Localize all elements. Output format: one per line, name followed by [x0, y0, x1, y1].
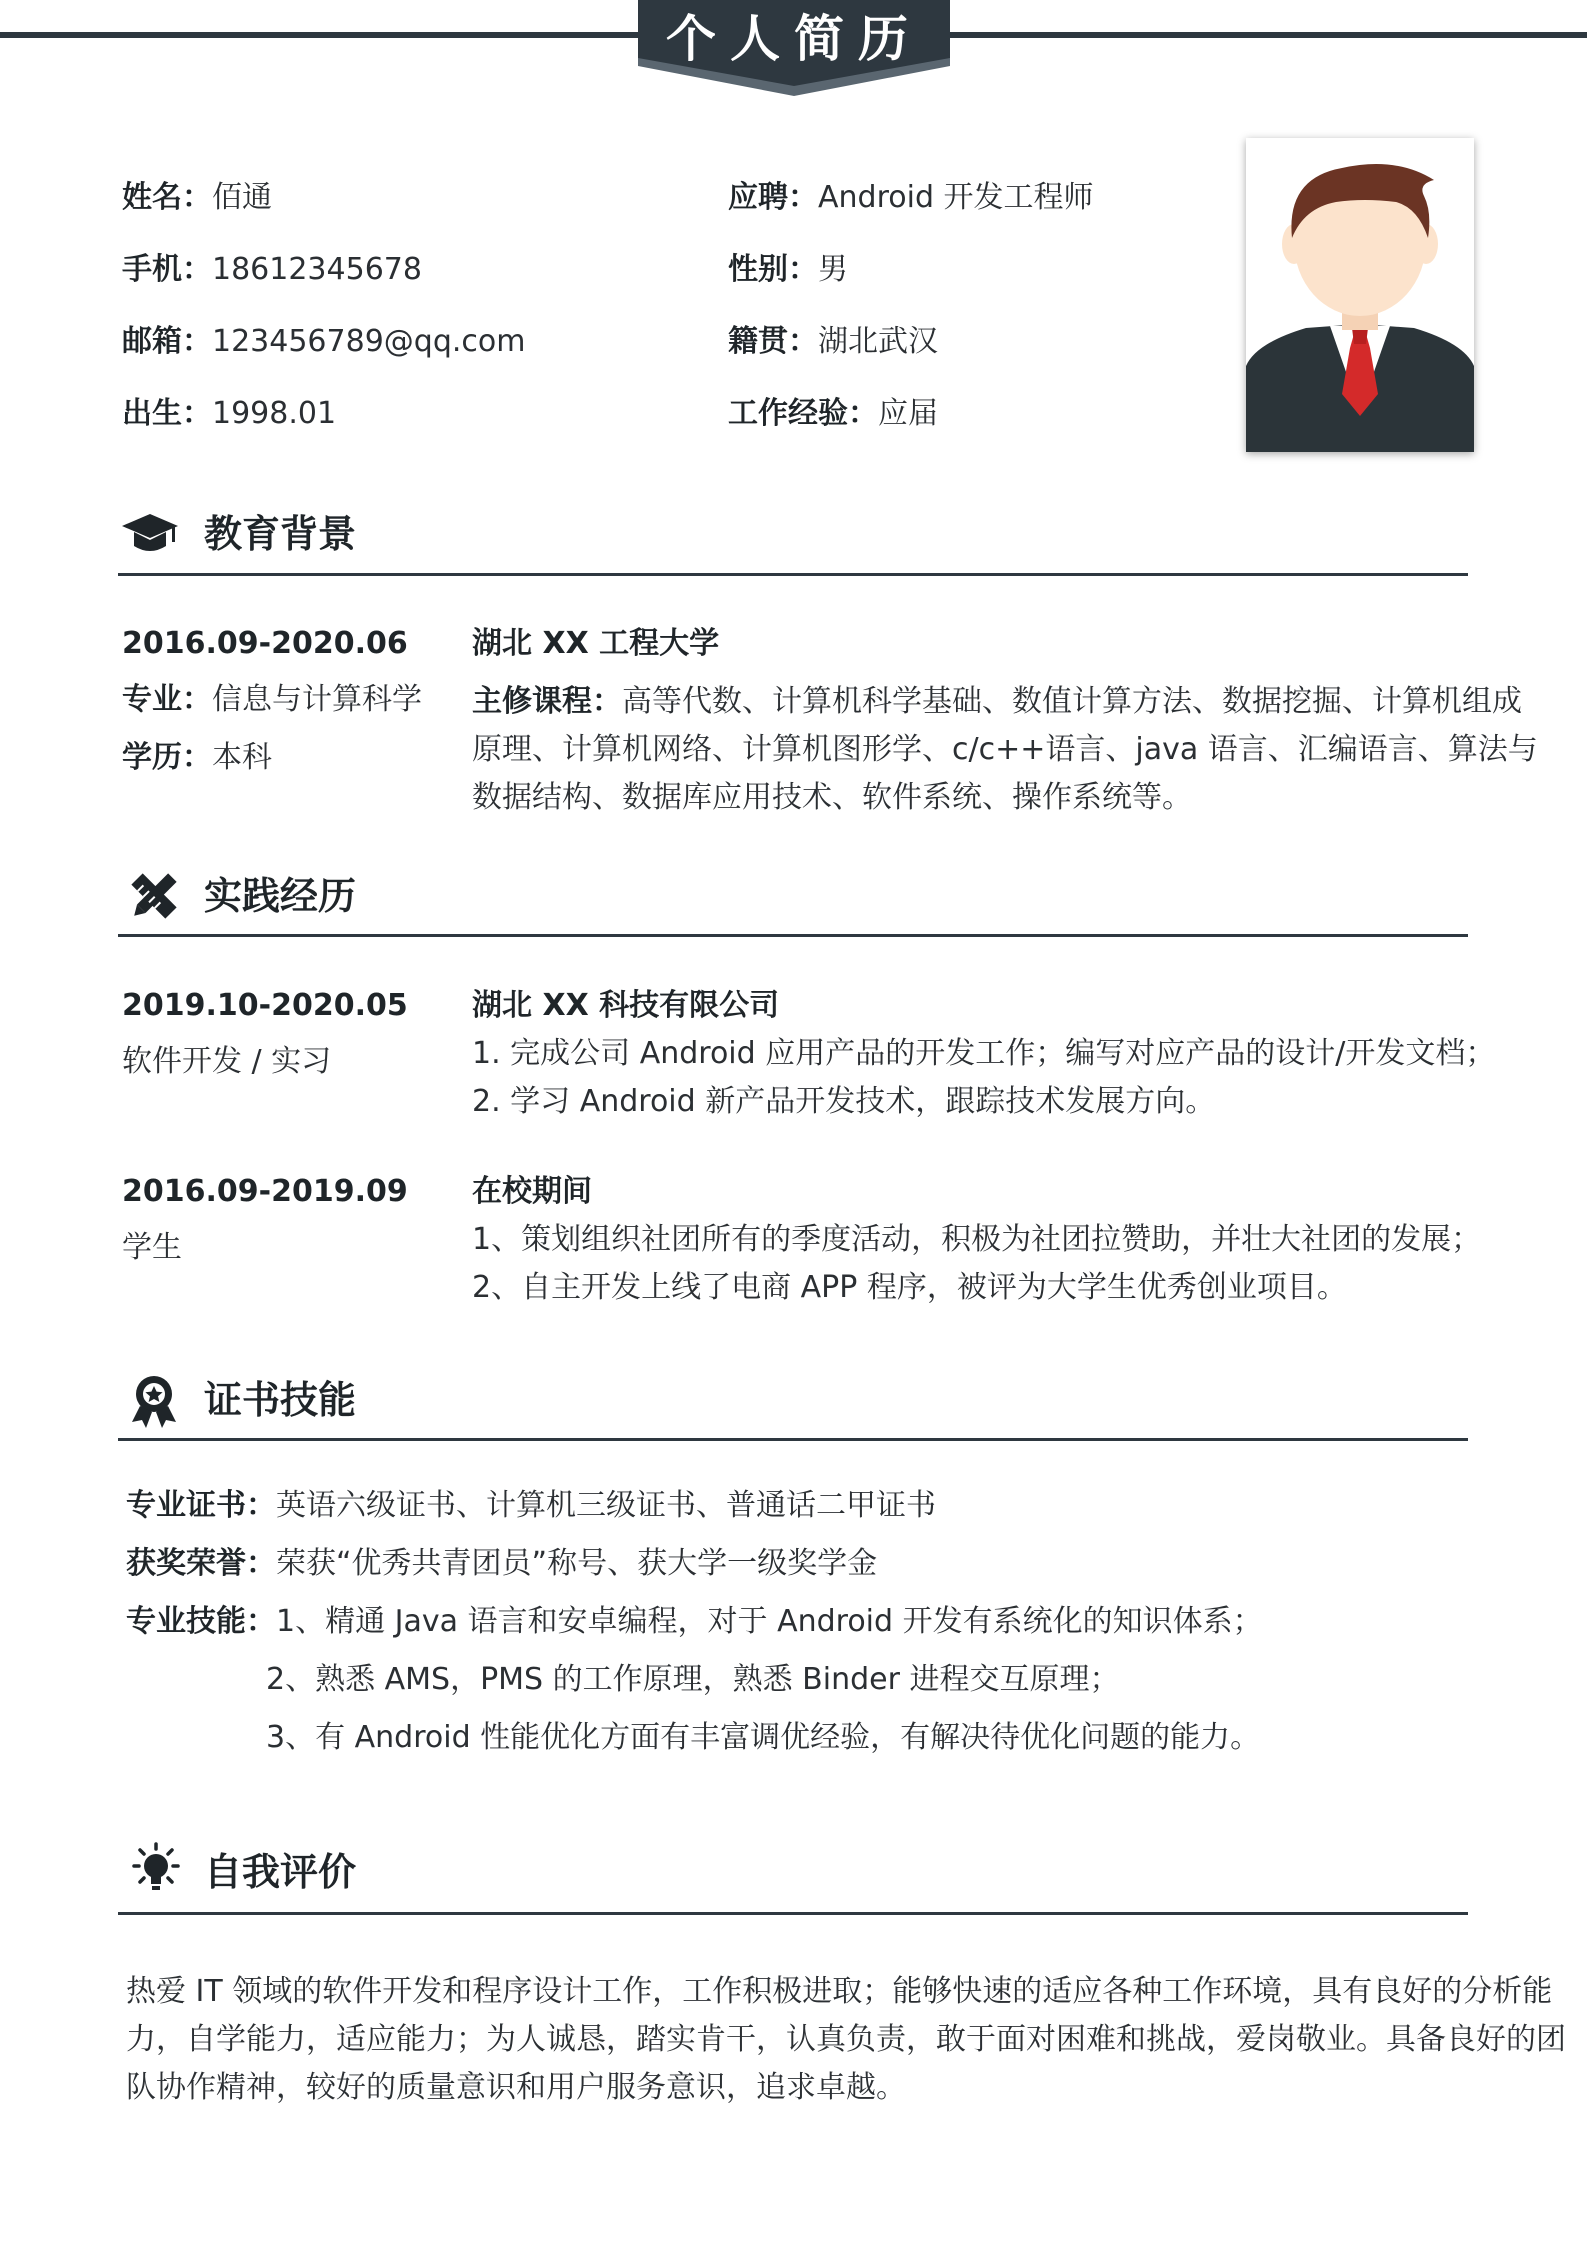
- practice-role: 软件开发 / 实习: [122, 1044, 332, 1079]
- courses: 主修课程：高等代数、计算机科学基础、数值计算方法、数据挖掘、计算机组成 原理、计算机网络、计算机图形学、c/c++语言、java 语言、汇编语言、算法与 数据结构、数据库应用技术、软件系统、操作系统等。: [472, 684, 1538, 815]
- education-date: 2016.09-2020.06: [122, 626, 408, 661]
- practice-date: 2019.10-2020.05: [122, 988, 408, 1023]
- major-row: 专业：信息与计算科学: [122, 682, 422, 717]
- practice-divider: [118, 934, 1468, 937]
- practice-point: 1. 完成公司 Android 应用产品的开发工作；编写对应产品的设计/开发文档；: [472, 1036, 1496, 1071]
- hometown-row: 籍贯：湖北武汉: [728, 324, 938, 359]
- gender-row: 性别：男: [728, 252, 848, 287]
- self-evaluation: 热爱 IT 领域的软件开发和程序设计工作，工作积极进取；能够快速的适应各种工作环境，具有良好的分析能 力，自学能力，适应能力；为人诚恳，踏实肯干，认真负责，敢于面对困难和挑战，爱岗敬业。具备良好的团 队协作精神，较好的质量意识和用户服务意识，追求卓越。: [126, 1974, 1566, 2105]
- experience-row: 工作经验：应届: [728, 396, 938, 431]
- pencil-ruler-icon: [124, 868, 184, 924]
- lightbulb-icon: [126, 1842, 186, 1898]
- practice-title: 实践经历: [204, 874, 357, 918]
- practice-point: 2、自主开发上线了电商 APP 程序，被评为大学生优秀创业项目。: [472, 1270, 1347, 1305]
- skill-line: 3、有 Android 性能优化方面有丰富调优经验，有解决待优化问题的能力。: [266, 1720, 1261, 1755]
- practice-org: 湖北 XX 科技有限公司: [472, 988, 780, 1023]
- skill-row: 专业技能：1、精通 Java 语言和安卓编程，对于 Android 开发有系统化的知识体系；: [126, 1604, 1263, 1639]
- self-divider: [118, 1912, 1468, 1915]
- phone-row: 手机：18612345678: [122, 252, 422, 287]
- skills-divider: [118, 1438, 1468, 1441]
- practice-role: 学生: [122, 1230, 182, 1265]
- education-divider: [118, 573, 1468, 576]
- avatar: [1246, 138, 1474, 452]
- birth-row: 出生：1998.01: [122, 396, 337, 431]
- practice-date: 2016.09-2019.09: [122, 1174, 408, 1209]
- cert-row: 专业证书：英语六级证书、计算机三级证书、普通话二甲证书: [126, 1488, 936, 1523]
- name-row: 姓名：佰通: [122, 180, 272, 215]
- practice-org: 在校期间: [472, 1174, 592, 1209]
- practice-point: 1、策划组织社团所有的季度活动，积极为社团拉赞助，并壮大社团的发展；: [472, 1222, 1482, 1257]
- skills-title: 证书技能: [204, 1378, 357, 1422]
- degree-row: 学历：本科: [122, 740, 272, 775]
- avatar-illustration-icon: [1246, 138, 1474, 452]
- page-title: 个人简历: [666, 10, 922, 68]
- skill-line: 2、熟悉 AMS，PMS 的工作原理，熟悉 Binder 进程交互原理；: [266, 1662, 1120, 1697]
- medal-icon: [124, 1372, 184, 1428]
- education-title: 教育背景: [204, 512, 357, 556]
- email-row: 邮箱：123456789@qq.com: [122, 324, 526, 359]
- self-title: 自我评价: [204, 1850, 357, 1894]
- school-name: 湖北 XX 工程大学: [472, 626, 720, 661]
- practice-point: 2. 学习 Android 新产品开发技术，跟踪技术发展方向。: [472, 1084, 1216, 1119]
- award-row: 获奖荣誉：荣获“优秀共青团员”称号、获大学一级奖学金: [126, 1546, 878, 1581]
- position-row: 应聘：Android 开发工程师: [728, 180, 1094, 215]
- graduation-cap-icon: [120, 506, 180, 562]
